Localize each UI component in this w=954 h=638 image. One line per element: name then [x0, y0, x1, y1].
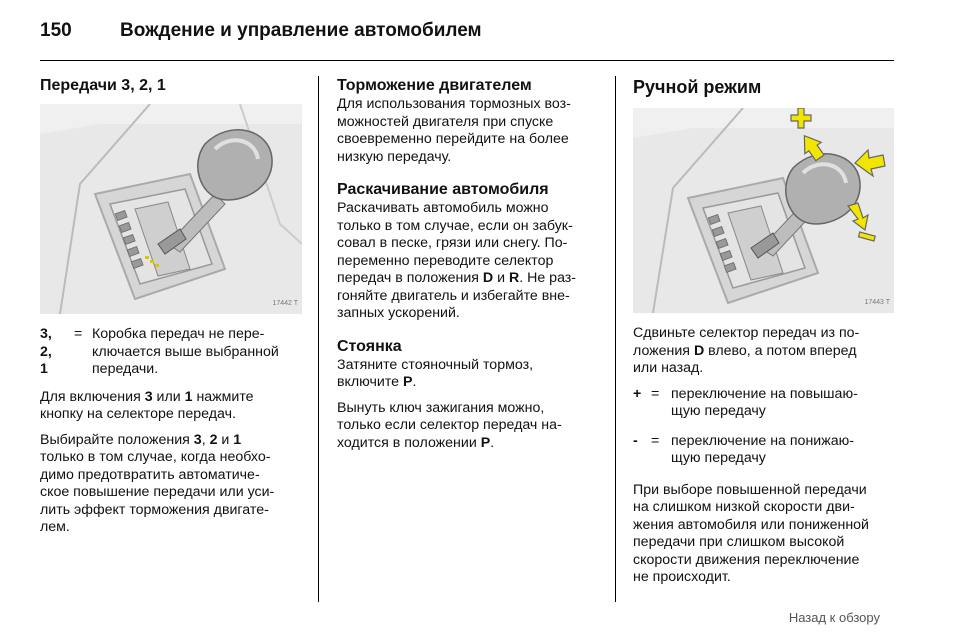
column-divider-1: [318, 76, 319, 602]
definition-equals: =: [74, 326, 83, 342]
paragraph-shift-restriction: При выборе повышенной передачи на слишком низкой скорости дви- жения автомобиля или пониженной передачи при слишком высокой скорости движения переключение не происходит.: [633, 481, 869, 585]
image-number: 17443 T: [864, 298, 890, 306]
page-number: 150: [40, 20, 72, 41]
upshift-definition: [633, 386, 895, 421]
definition-text: переключение на повышаю- щую передачу: [671, 385, 858, 419]
section-heading-manual-mode: Ручной режим: [633, 77, 762, 97]
definition-text: переключение на понижаю- щую передачу: [671, 432, 854, 466]
downshift-definition: [633, 433, 895, 468]
manual-mode-drawing: [633, 108, 894, 313]
header-rule: [40, 60, 894, 61]
page-title: Вождение и управление автомобилем: [120, 20, 482, 41]
definition-text: Коробка передач не пере- ключается выше выбранной передачи.: [92, 326, 279, 377]
column-gears-321: [40, 76, 305, 545]
definition-equals: =: [651, 385, 660, 402]
column-manual-mode: [633, 76, 895, 595]
manual-mode-illustration: [633, 108, 894, 313]
paragraph-ignition-key: Вынуть ключ зажигания можно, только если селектор передач на- ходится в положении P.: [337, 399, 562, 451]
column-braking: [337, 76, 605, 460]
definition-key: 3, 2, 1: [40, 326, 52, 377]
image-number: 17442 T: [272, 299, 298, 307]
section-heading-engine-braking: Торможение двигателем: [337, 77, 532, 94]
paragraph-rocking: Раскачивать автомобиль можно только в том случае, если он забук- совал в песке, грязи или снегу. По- переменно переводите селектор передач в положения D и R. Не раз- гоняйте двигатель и избегайте вне- запных ускорений.: [337, 200, 577, 321]
section-heading-parking: Стоянка: [337, 337, 402, 355]
paragraph-select-positions: Выбирайте положения 3, 2 и 1 только в том случае, когда необхо- димо предотвратить автоматиче- ское повышение передачи или уси- лить эффект торможения двигате- лем.: [40, 431, 275, 535]
gear-selector-drawing: [40, 104, 302, 314]
paragraph-parking: Затяните стояночный тормоз, включите P.: [337, 356, 534, 390]
section-heading-gears: Передачи 3, 2, 1: [40, 77, 166, 94]
definition-key: -: [633, 432, 638, 449]
paragraph-shift-selector: Сдвиньте селектор передач из по- ложения D влево, а потом вперед или назад.: [633, 325, 860, 376]
gear-definition: [40, 326, 302, 379]
definition-equals: =: [651, 432, 660, 449]
column-divider-2: [615, 76, 616, 602]
definition-key: +: [633, 385, 642, 402]
paragraph-enable-gears: Для включения 3 или 1 нажмите кнопку на селекторе передач.: [40, 388, 254, 422]
back-to-overview-link[interactable]: Назад к обзору: [788, 610, 880, 625]
section-heading-rocking: Раскачивание автомобиля: [337, 181, 549, 198]
gear-selector-illustration: [40, 104, 302, 314]
paragraph-engine-braking: Для использования тормозных воз- можностей двигателя при спуске своевременно перейдите на более низкую передачу.: [337, 96, 571, 165]
